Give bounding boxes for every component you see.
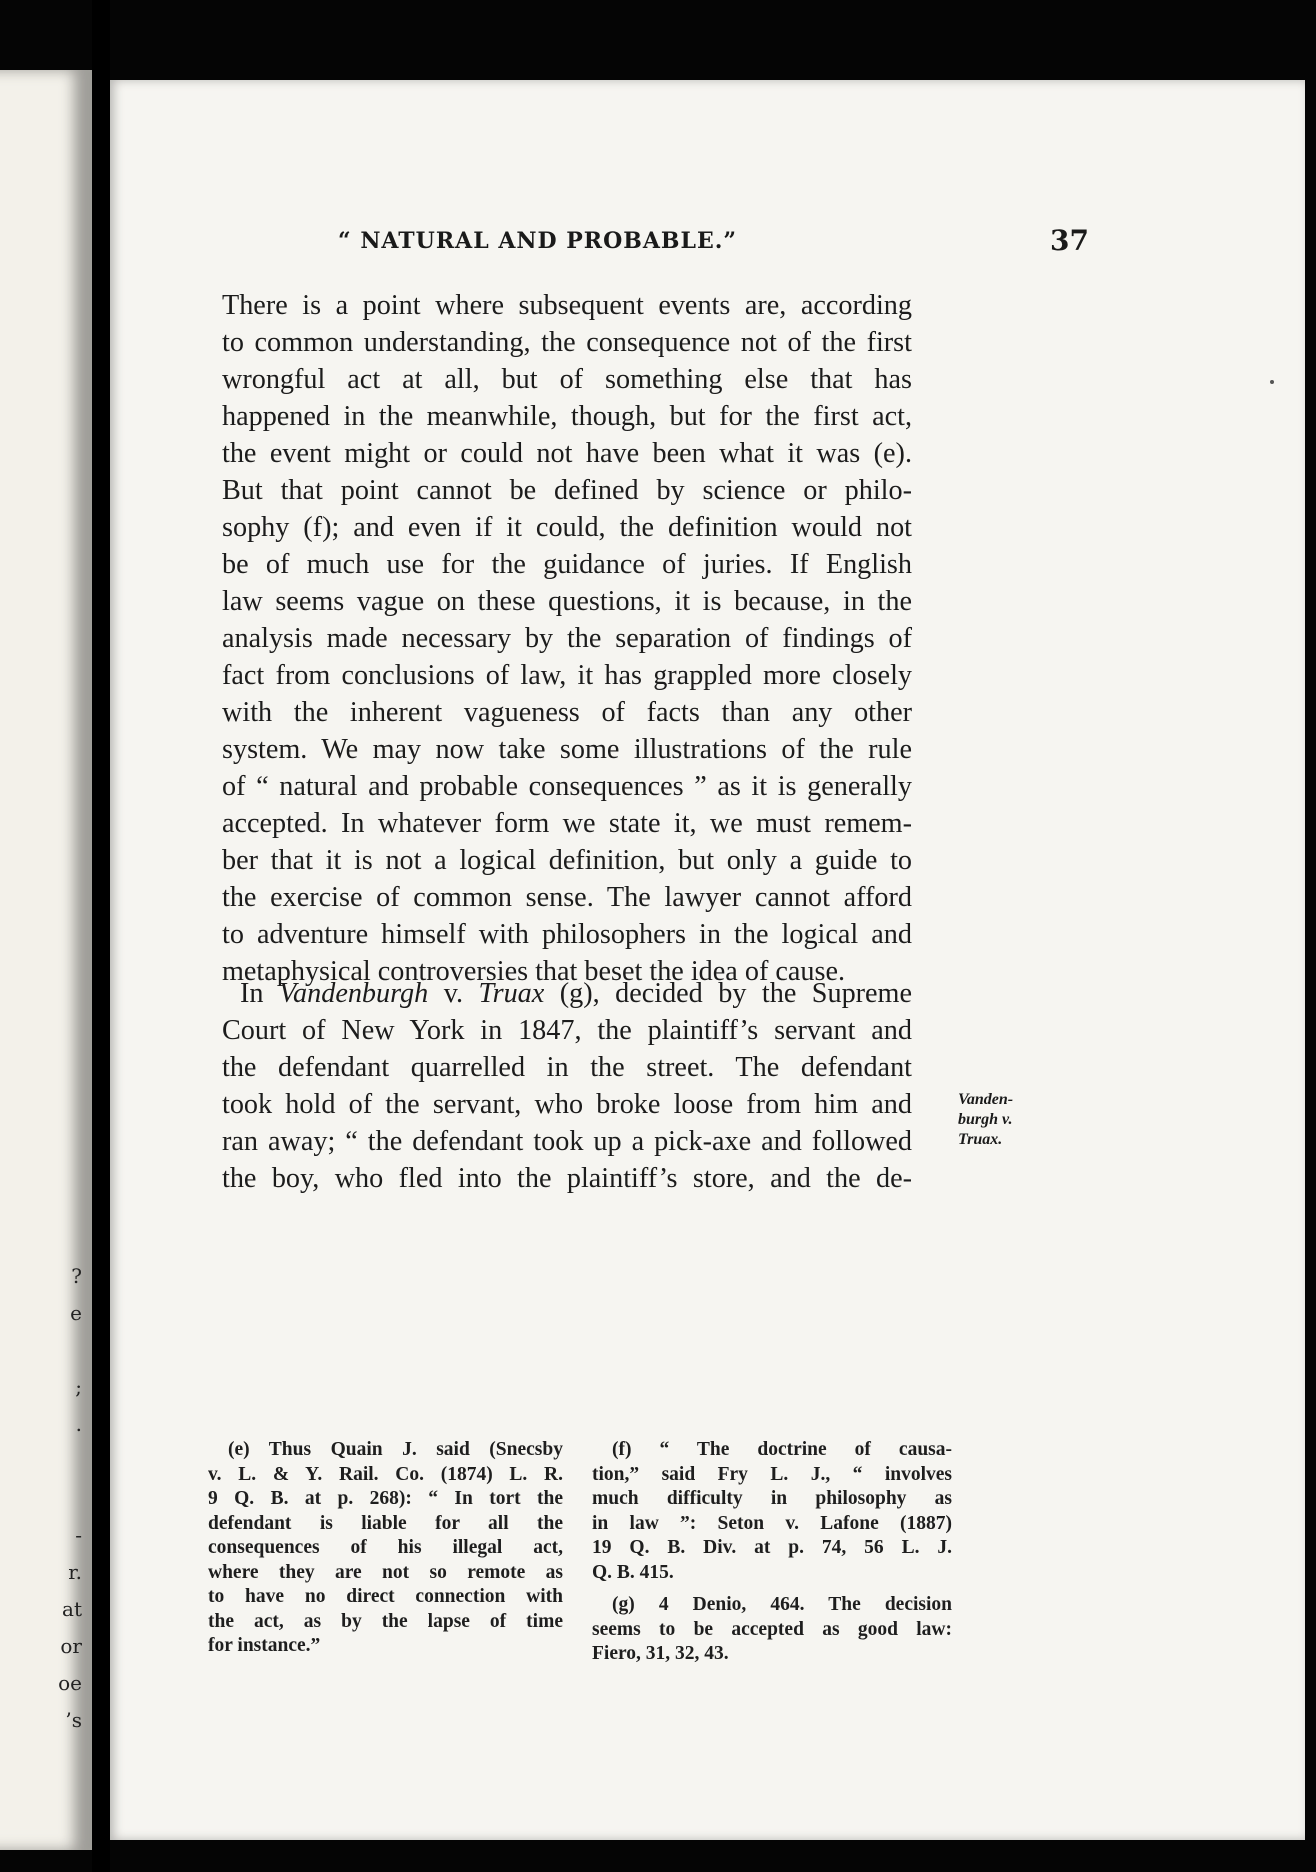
text-line: ran away; “ the defendant took up a pick-axe and followed: [222, 1126, 912, 1157]
margin-note-line: Vanden-: [958, 1091, 1014, 1108]
book-gutter: [92, 0, 110, 1872]
margin-note-line: Truax.: [958, 1131, 1003, 1148]
text-run: (g), decided by the Supreme: [544, 978, 912, 1009]
text-line: ber that it is not a logical definition, but only a guide to: [222, 845, 912, 876]
footnote-line: 9 Q. B. at p. 268): “ In tort the: [208, 1488, 563, 1509]
margin-note-line: burgh v.: [958, 1111, 1013, 1128]
footnote-line: defendant is liable for all the: [208, 1512, 563, 1534]
fragment: [42, 1147, 82, 1184]
text-line: the event might or could not have been what it was (e).: [222, 438, 912, 469]
footnote-line: where they are not so remote as: [208, 1561, 563, 1583]
fragment: -: [75, 1523, 82, 1547]
footnote-line: to have no direct connection with: [208, 1586, 563, 1607]
text-line: Court of New York in 1847, the plaintiff’s servant and: [222, 1015, 912, 1046]
margin-note: [958, 1090, 1050, 1150]
fragment: [42, 1332, 82, 1369]
footnote-f: [592, 1438, 952, 1585]
footnote-e: [208, 1438, 563, 1659]
text-line: accepted. In whatever form we state it, we must remem-: [222, 808, 912, 839]
scan-specks: [1270, 380, 1280, 390]
text-line: sophy (f); and even if it could, the definition would not: [222, 512, 912, 543]
text-line: with the inherent vagueness of facts than any other: [222, 697, 912, 728]
fragment: or: [60, 1634, 82, 1658]
text-line: wrongful act at all, but of something else that has: [222, 364, 912, 395]
footnote-line: the act, as by the lapse of time: [208, 1610, 563, 1632]
text-line: the exercise of common sense. The lawyer cannot afford: [222, 882, 912, 913]
footnote-spacer: [592, 1585, 952, 1593]
case-name: Truax: [478, 978, 545, 1009]
fragment: [42, 1110, 82, 1147]
running-title: “ NATURAL AND PROBABLE.”: [338, 228, 738, 254]
footnote-g: [592, 1593, 952, 1667]
footnotes-right: [592, 1438, 952, 1667]
text-line: fact from conclusions of law, it has grappled more closely: [222, 660, 912, 691]
footnote-line: in law ”: Seton v. Lafone (1887): [592, 1512, 952, 1534]
footnote-line: tion,” said Fry L. J., “ involves: [592, 1463, 952, 1485]
text-line: There is a point where subsequent events are, according: [222, 290, 912, 321]
paragraph-2: [222, 975, 912, 1197]
text-line: took hold of the servant, who broke loose from him and: [222, 1089, 912, 1120]
text-line: law seems vague on these questions, it is because, in the: [222, 586, 912, 617]
fragment: [42, 1480, 82, 1517]
text-run: In: [240, 978, 279, 1009]
case-name: Vandenburgh: [278, 978, 429, 1009]
fragment: ;: [75, 1375, 82, 1399]
text-line: of “ natural and probable consequences ” as it is generally: [222, 771, 912, 802]
footnote-line: for instance.”: [208, 1635, 321, 1656]
footnote-line: seems to be accepted as good law:: [592, 1618, 952, 1640]
fragment: .: [75, 1412, 82, 1436]
speck: [1270, 380, 1274, 384]
fragment: [42, 1184, 82, 1221]
fragment: ?: [71, 1264, 82, 1288]
text-line: happened in the meanwhile, though, but for the first act,: [222, 401, 912, 432]
footnote-line: (e) Thus Quain J. said (Snecsby: [228, 1439, 563, 1460]
text-line: metaphysical controversies that beset the idea of cause.: [222, 956, 846, 987]
paragraph-1: [222, 287, 912, 990]
text-line: to common understanding, the consequence not of the first: [222, 327, 912, 358]
text-line: be of much use for the guidance of juries. If English: [222, 549, 912, 580]
fragment: [42, 1443, 82, 1480]
page-number: 37: [1050, 224, 1089, 257]
text-line: [222, 975, 912, 1012]
fragment: at: [62, 1597, 82, 1621]
footnote-line: much difficulty in philosophy as: [592, 1488, 952, 1509]
fragment: oe: [58, 1671, 82, 1695]
footnote-line: 19 Q. B. Div. at p. 74, 56 L. J.: [592, 1537, 952, 1558]
footnote-line: Fiero, 31, 32, 43.: [592, 1643, 729, 1664]
fragment: r.: [68, 1560, 82, 1584]
running-head: [110, 224, 1305, 268]
fragment: ’s: [65, 1708, 82, 1732]
book-page: [110, 80, 1305, 1840]
text-line: to adventure himself with philosophers in the logical and: [222, 919, 912, 950]
text-line: the boy, who fled into the plaintiff’s store, and the de-: [222, 1163, 912, 1194]
fragment: [42, 1221, 82, 1258]
text-line: system. We may now take some illustrations of the rule: [222, 734, 912, 765]
footnote-line: v. L. & Y. Rail. Co. (1874) L. R.: [208, 1463, 563, 1485]
text-line: analysis made necessary by the separation of findings of: [222, 623, 912, 654]
text-run: v.: [428, 978, 479, 1009]
footnote-line: consequences of his illegal act,: [208, 1537, 563, 1558]
footnote-line: (g) 4 Denio, 464. The decision: [612, 1594, 952, 1615]
footnote-line: Q. B. 415.: [592, 1561, 674, 1583]
facing-page-fragments: [42, 1110, 82, 1739]
footnote-line: (f) “ The doctrine of causa-: [612, 1439, 952, 1460]
text-line: the defendant quarrelled in the street. The defendant: [222, 1052, 912, 1083]
facing-page-edge: [0, 70, 92, 1850]
fragment: e: [70, 1301, 82, 1325]
text-line: But that point cannot be defined by science or philo-: [222, 475, 912, 506]
